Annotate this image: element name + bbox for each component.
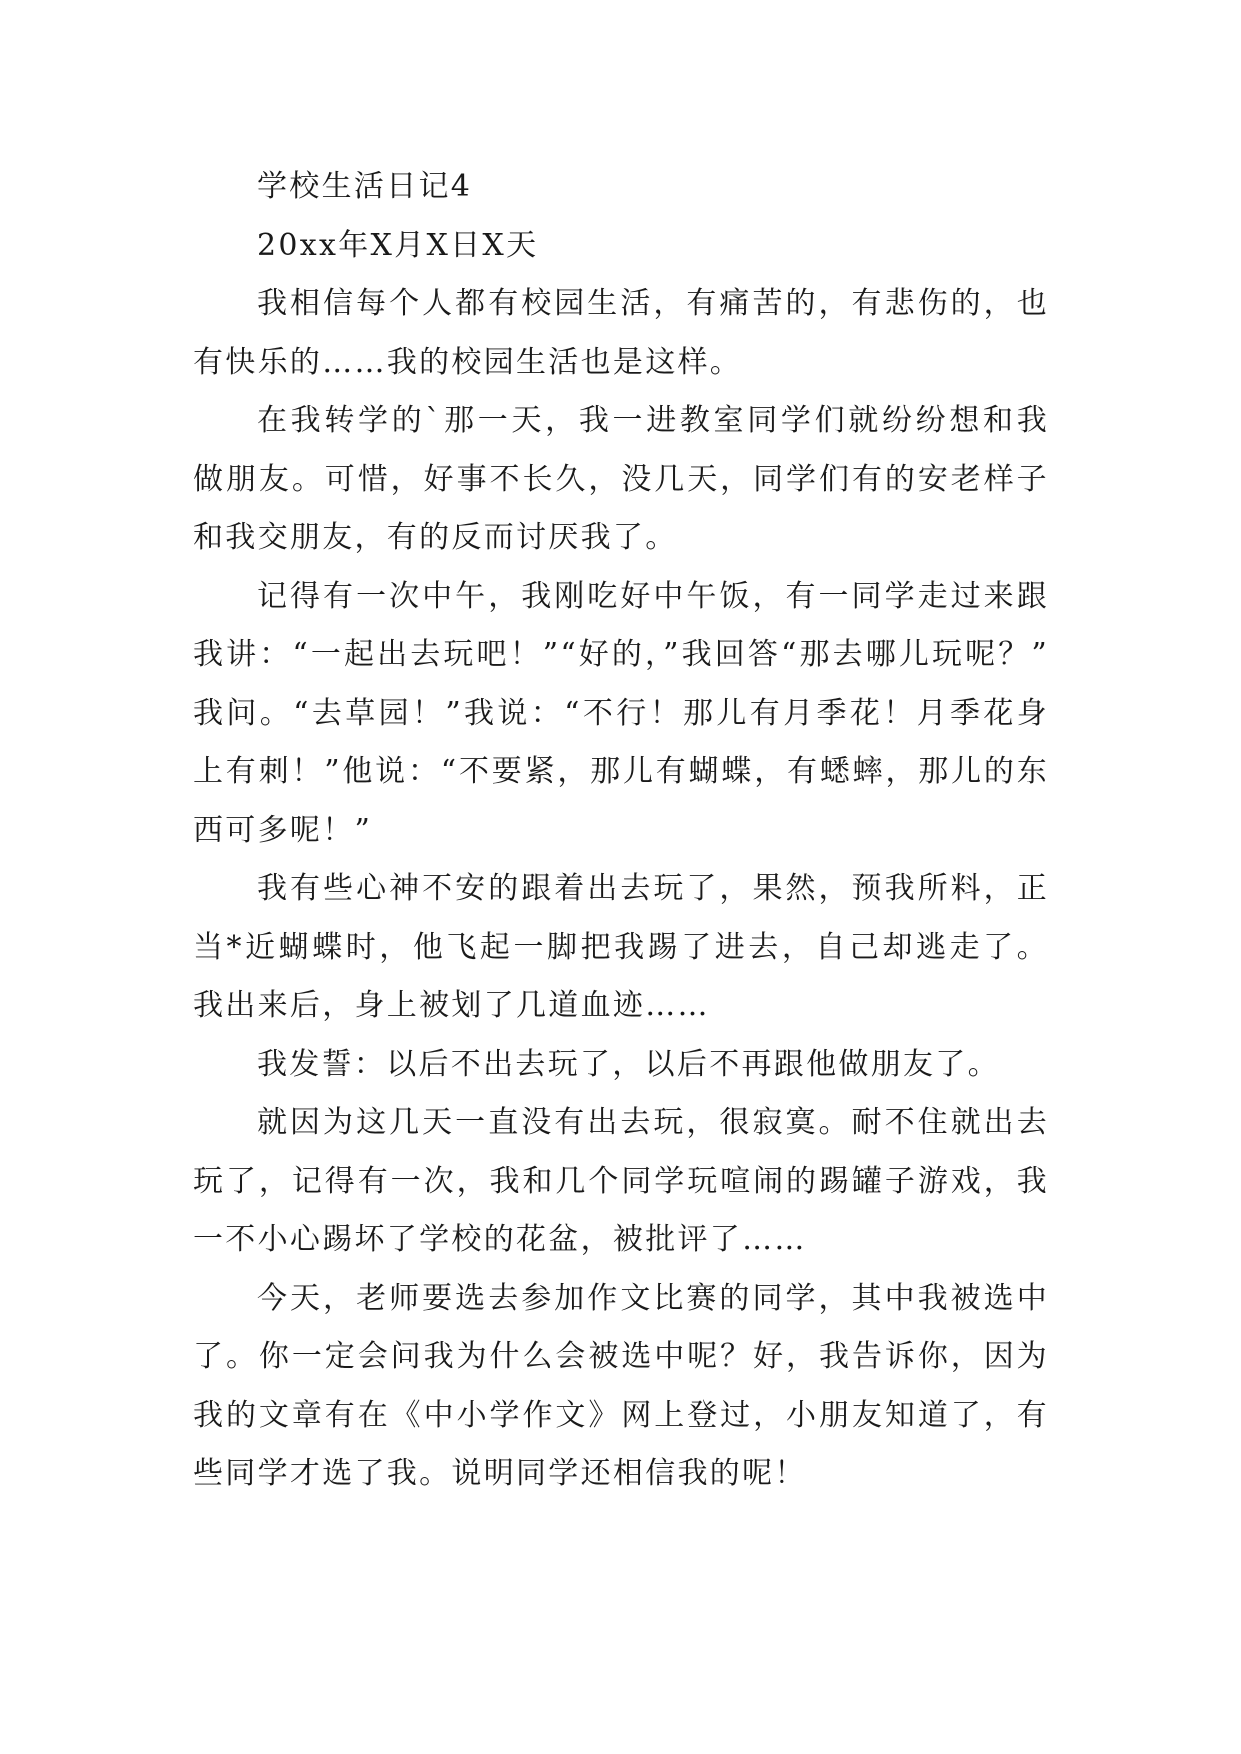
paragraph-6: 就因为这几天一直没有出去玩，很寂寞。耐不住就出去玩了，记得有一次，我和几个同学玩喧闹的踢罐子游戏，我一不小心踢坏了学校的花盆，被批评了…… [193, 1105, 1049, 1257]
paragraph-5: 我发誓：以后不出去玩了，以后不再跟他做朋友了。 [257, 1046, 1000, 1082]
paragraph-1: 我相信每个人都有校园生活，有痛苦的，有悲伤的，也有快乐的……我的校园生活也是这样。 [193, 286, 1049, 380]
paragraph-4: 我有些心神不安的跟着出去玩了，果然，预我所料，正当*近蝴蝶时，他飞起一脚把我踢了进去，自己却逃走了。我出来后，身上被划了几道血迹…… [193, 871, 1049, 1023]
document-title: 学校生活日记4 [257, 169, 473, 204]
paragraph-3: 记得有一次中午，我刚吃好中午饭，有一同学走过来跟我讲：“一起出去玩吧！”“好的，”我回答“那去哪儿玩呢？”我问。“去草园！”我说：“不行！那儿有月季花！月季花身上有刺！”他说：“不要紧，那儿有蝴蝶，有蟋蟀，那儿的东西可多呢！” [193, 578, 1049, 848]
document-date: 20xx年X月X日X天 [257, 227, 539, 263]
document-body [193, 158, 1049, 1504]
paragraph-2: 在我转学的`那一天，我一进教室同学们就纷纷想和我做朋友。可惜，好事不长久，没几天，同学们有的安老样子和我交朋友，有的反而讨厌我了。 [193, 403, 1049, 555]
paragraph-7: 今天，老师要选去参加作文比赛的同学，其中我被选中了。你一定会问我为什么会被选中呢？好，我告诉你，因为我的文章有在《中小学作文》网上登过，小朋友知道了，有些同学才选了我。说明同学还相信我的呢！ [193, 1280, 1049, 1491]
